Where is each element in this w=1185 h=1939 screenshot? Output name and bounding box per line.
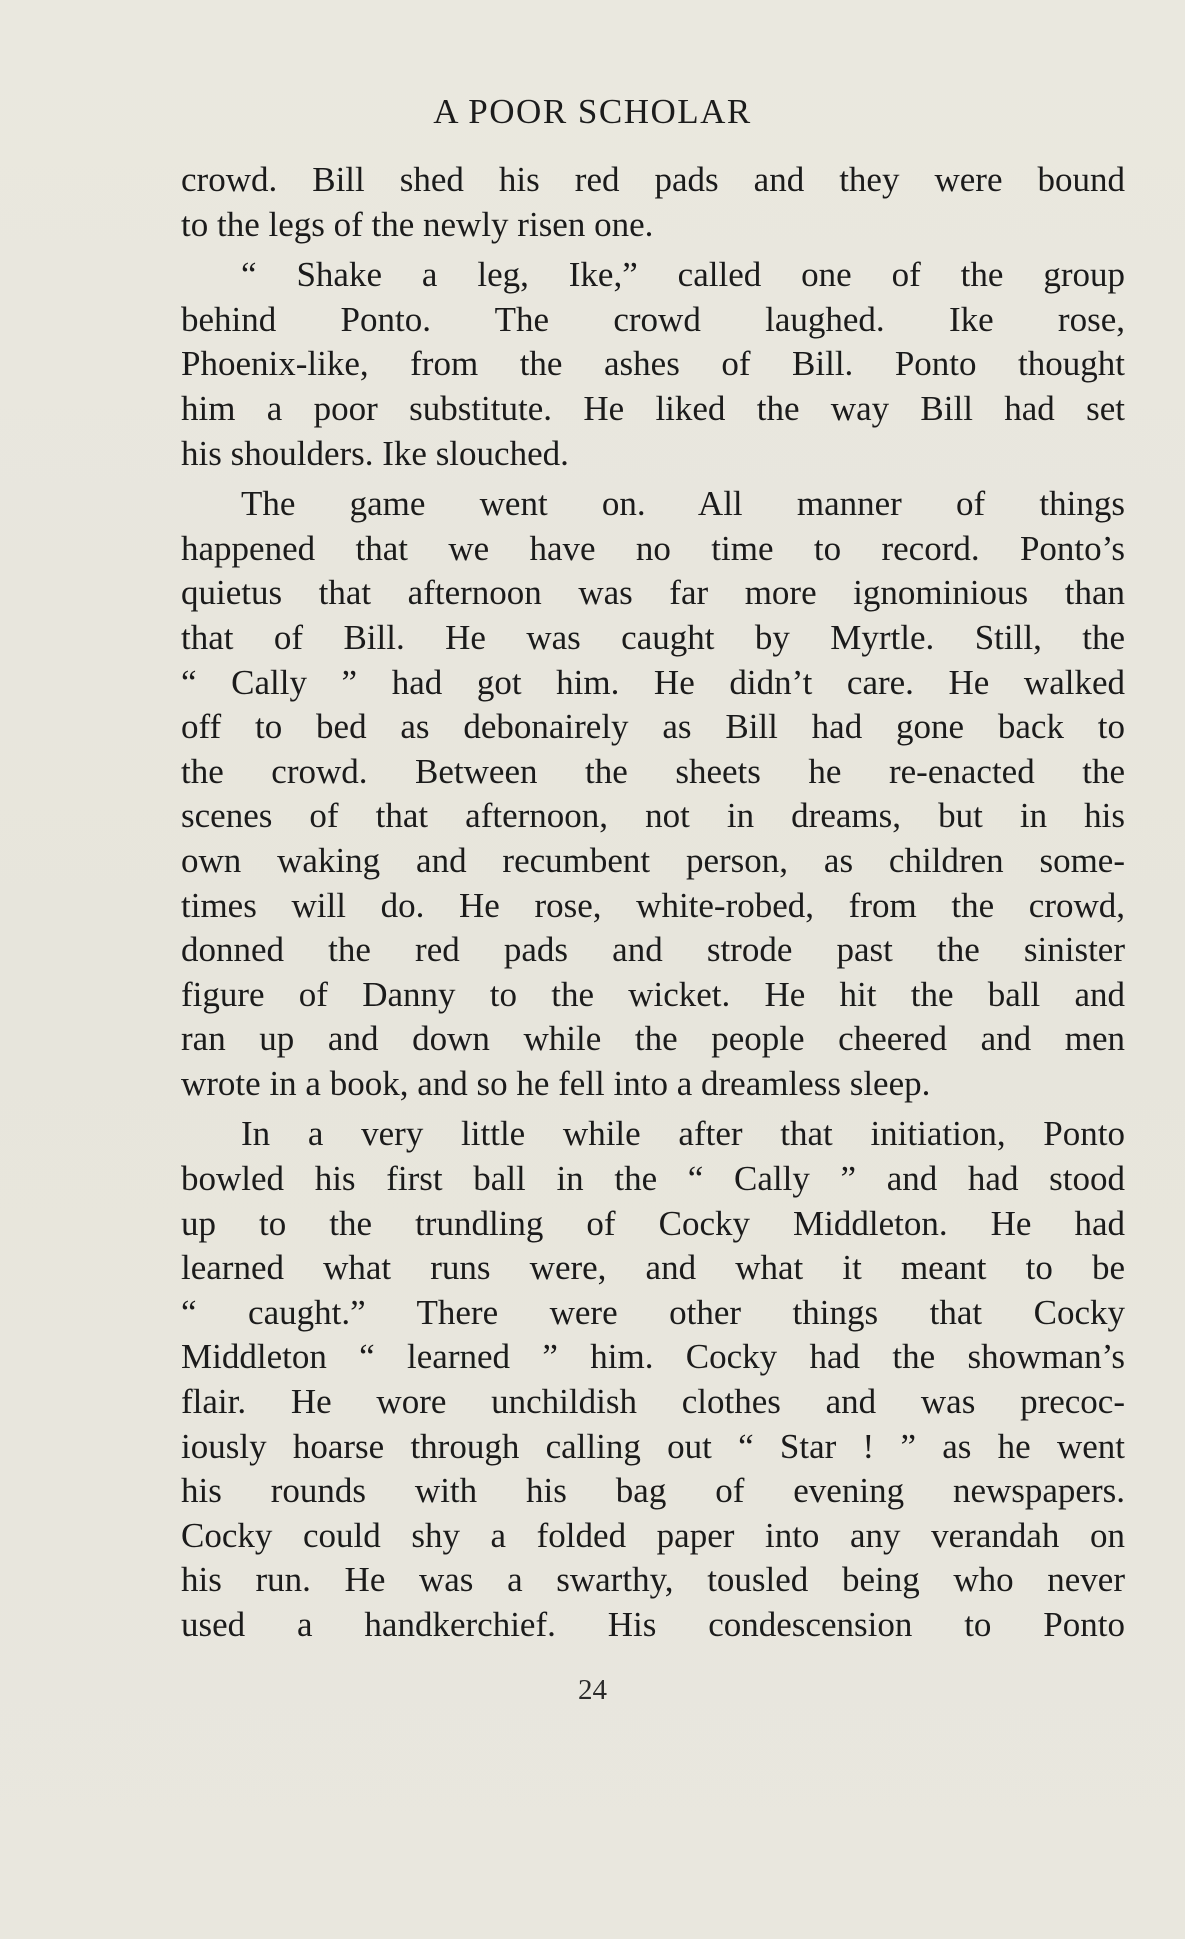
text-line: scenes of that afternoon, not in dreams, but in his <box>181 796 1125 836</box>
text-line: learned what runs were, and what it meant to be <box>181 1248 1125 1288</box>
text-line: behind Ponto. The crowd laughed. Ike rose, <box>181 299 1125 339</box>
text-line: his run. He was a swarthy, tousled being who never <box>181 1560 1125 1600</box>
running-head: A POOR SCHOLAR <box>433 92 752 131</box>
text-line: the crowd. Between the sheets he re-enacted the <box>181 751 1125 791</box>
text-line: used a handkerchief. His condescension to Ponto <box>181 1605 1125 1644</box>
text-line: own waking and recumbent person, as children some- <box>181 840 1125 880</box>
text-line: his rounds with his bag of evening newspapers. <box>181 1471 1125 1511</box>
body-text <box>181 158 1125 1648</box>
paragraph <box>181 482 1125 1106</box>
paragraph <box>181 158 1125 247</box>
text-line: Cocky could shy a folded paper into any verandah on <box>181 1515 1125 1555</box>
text-line: flair. He wore unchildish clothes and was precoc- <box>181 1382 1125 1422</box>
text-line: bowled his first ball in the “ Cally ” and had stood <box>181 1159 1125 1199</box>
text-line: figure of Danny to the wicket. He hit the ball and <box>181 974 1125 1014</box>
text-line: ran up and down while the people cheered and men <box>181 1019 1125 1059</box>
text-line: Phoenix-like, from the ashes of Bill. Ponto thought <box>181 344 1125 384</box>
page-number: 24 <box>578 1674 607 1706</box>
paragraph <box>181 1112 1125 1647</box>
text-line: “ Shake a leg, Ike,” called one of the group <box>241 255 1125 295</box>
text-line: iously hoarse through calling out “ Star ! ” as he went <box>181 1426 1125 1466</box>
paragraph <box>181 253 1125 476</box>
text-line: to the legs of the newly risen one. <box>181 204 654 244</box>
text-line: quietus that afternoon was far more ignominious than <box>181 573 1125 613</box>
text-line: “ Cally ” had got him. He didn’t care. He walked <box>181 662 1125 702</box>
text-line: him a poor substitute. He liked the way Bill had set <box>181 388 1125 428</box>
text-line: happened that we have no time to record. Ponto’s <box>181 528 1125 568</box>
text-line: that of Bill. He was caught by Myrtle. Still, the <box>181 617 1125 657</box>
text-line: Middleton “ learned ” him. Cocky had the showman’s <box>181 1337 1125 1377</box>
text-line: up to the trundling of Cocky Middleton. He had <box>181 1203 1125 1243</box>
text-line: off to bed as debonairely as Bill had gone back to <box>181 707 1125 747</box>
text-line: his shoulders. Ike slouched. <box>181 433 569 473</box>
text-line: “ caught.” There were other things that Cocky <box>181 1292 1125 1332</box>
text-line: times will do. He rose, white-robed, from the crowd, <box>181 885 1125 925</box>
text-line: wrote in a book, and so he fell into a dreamless sleep. <box>181 1063 931 1103</box>
text-line: The game went on. All manner of things <box>241 484 1125 524</box>
text-line: crowd. Bill shed his red pads and they were bound <box>181 160 1125 199</box>
text-line: In a very little while after that initiation, Ponto <box>241 1114 1125 1154</box>
text-line: donned the red pads and strode past the sinister <box>181 930 1125 970</box>
